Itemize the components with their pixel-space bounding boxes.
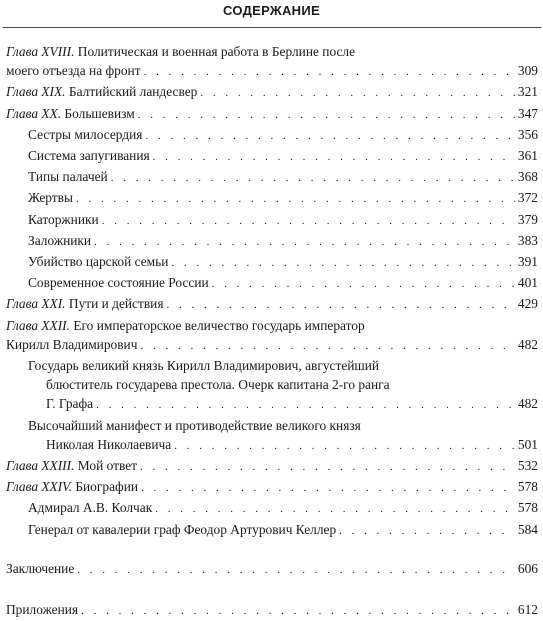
dot-leader [111,169,515,188]
toc-section-line[interactable]: Государь великий князь Кирилл Владимирович, августейший [28,358,380,374]
toc-section[interactable] [6,188,538,209]
section-title-continued: Г. Графа [46,396,94,412]
dot-leader [102,212,515,231]
chapter-label: Глава XXI. [6,296,66,312]
chapter-label: Глава XXIV. [6,479,72,495]
toc-section-line[interactable]: блюститель государева престола. Очерк капитана 2-го ранга [46,377,390,393]
toc-section[interactable] [6,273,538,294]
toc-section[interactable] [6,435,538,456]
dot-leader [140,337,514,356]
table-of-contents [6,42,538,621]
toc-section[interactable] [6,210,538,231]
toc-section[interactable] [6,394,538,415]
header-rule [3,27,541,28]
toc-section[interactable] [6,498,538,519]
toc-section[interactable] [6,520,538,541]
toc-chapter-22-line1[interactable] [6,316,538,335]
toc-chapter-24[interactable] [6,477,538,498]
section-title: Каторжники [28,211,99,227]
chapter-label: Глава XXIII. [6,458,75,474]
dot-leader [144,63,515,82]
toc-chapter-20[interactable] [6,104,538,125]
toc-section[interactable] [6,167,538,188]
chapter-title: Политическая и военная работа в Берлине после [74,44,356,59]
dot-leader [339,522,515,541]
page-number: 532 [517,458,538,474]
page-number: 383 [517,232,538,248]
dot-leader [212,275,515,294]
page-number: 401 [517,275,538,291]
toc-section[interactable] [6,125,538,146]
page-number: 379 [517,211,538,227]
page-number: 372 [517,190,538,206]
chapter-label: Глава XIX. [6,84,66,100]
section-title: Заключение [6,560,75,576]
section-title: Заложники [28,232,92,248]
dot-leader [81,602,515,621]
chapter-label: Глава XX. [6,105,62,121]
chapter-title: Мой ответ [74,458,137,474]
section-title: Сестры милосердия [28,126,143,142]
chapter-title-continued: Кирилл Владимирович [6,336,138,352]
page-number: 584 [517,521,538,537]
page-number: 482 [517,336,538,352]
chapter-title: Большевизм [61,105,135,121]
toc-chapter-18-line1[interactable] [6,42,538,61]
chapter-title: Его императорское величество государь император [70,317,365,333]
page-number: 612 [517,602,538,618]
toc-section[interactable] [6,231,538,252]
toc-section-line[interactable]: Высочайший манифест и противодействие великого князя [28,417,361,433]
page-title: СОДЕРЖАНИЕ [223,3,320,18]
section-title: Жертвы [28,190,73,206]
dot-leader [140,458,515,477]
toc-chapter-23[interactable] [6,456,538,477]
dot-leader [145,127,514,146]
section-title: Генерал от кавалерии граф Феодор Артурович Келлер [28,521,337,537]
toc-appendices[interactable] [6,600,538,621]
dot-leader [174,437,515,456]
chapter-title: Пути и действия [65,296,164,312]
page-number: 578 [517,479,538,495]
page-number: 321 [517,84,538,100]
page-number: 368 [517,169,538,185]
page-number: 356 [517,126,538,142]
section-title: Адмирал А.В. Колчак [28,500,153,516]
toc-conclusion[interactable] [6,559,538,580]
page-number: 391 [517,254,538,270]
page-number: 501 [517,436,538,452]
dot-leader [138,106,515,125]
page-number: 309 [517,63,538,79]
page-number: 606 [517,560,538,576]
toc-chapter-21[interactable] [6,294,538,315]
dot-leader [171,254,514,273]
section-title: Система запугивания [28,148,150,164]
page-number: 482 [517,396,538,412]
section-title-continued: Николая Николаевича [46,436,172,452]
section-title: Убийство царской семьи [28,254,169,270]
page-number: 347 [517,105,538,121]
page-number: 361 [517,148,538,164]
dot-leader [94,233,515,252]
chapter-title-continued: моего отъезда на фронт [6,63,141,79]
chapter-label: Глава XVIII. [6,44,75,59]
spacer [6,580,538,600]
chapter-label: Глава XXII. [6,317,70,333]
dot-leader [200,84,515,103]
page-number: 578 [517,500,538,516]
section-title: Типы палачей [28,169,108,185]
dot-leader [76,190,515,209]
section-title: Приложения [6,602,79,618]
dot-leader [77,561,515,580]
toc-section[interactable] [6,252,538,273]
dot-leader [141,479,515,498]
chapter-title: Балтийский ландесвер [65,84,198,100]
section-title: Современное состояние России [28,275,209,291]
chapter-title: Биографии [71,479,139,495]
toc-chapter-19[interactable] [6,82,538,103]
dot-leader [153,148,515,167]
toc-chapter-22[interactable] [6,335,538,356]
toc-chapter-18[interactable] [6,61,538,82]
toc-section[interactable] [6,146,538,167]
dot-leader [155,500,515,519]
dot-leader [96,396,515,415]
dot-leader [167,296,515,315]
page-number: 429 [517,296,538,312]
